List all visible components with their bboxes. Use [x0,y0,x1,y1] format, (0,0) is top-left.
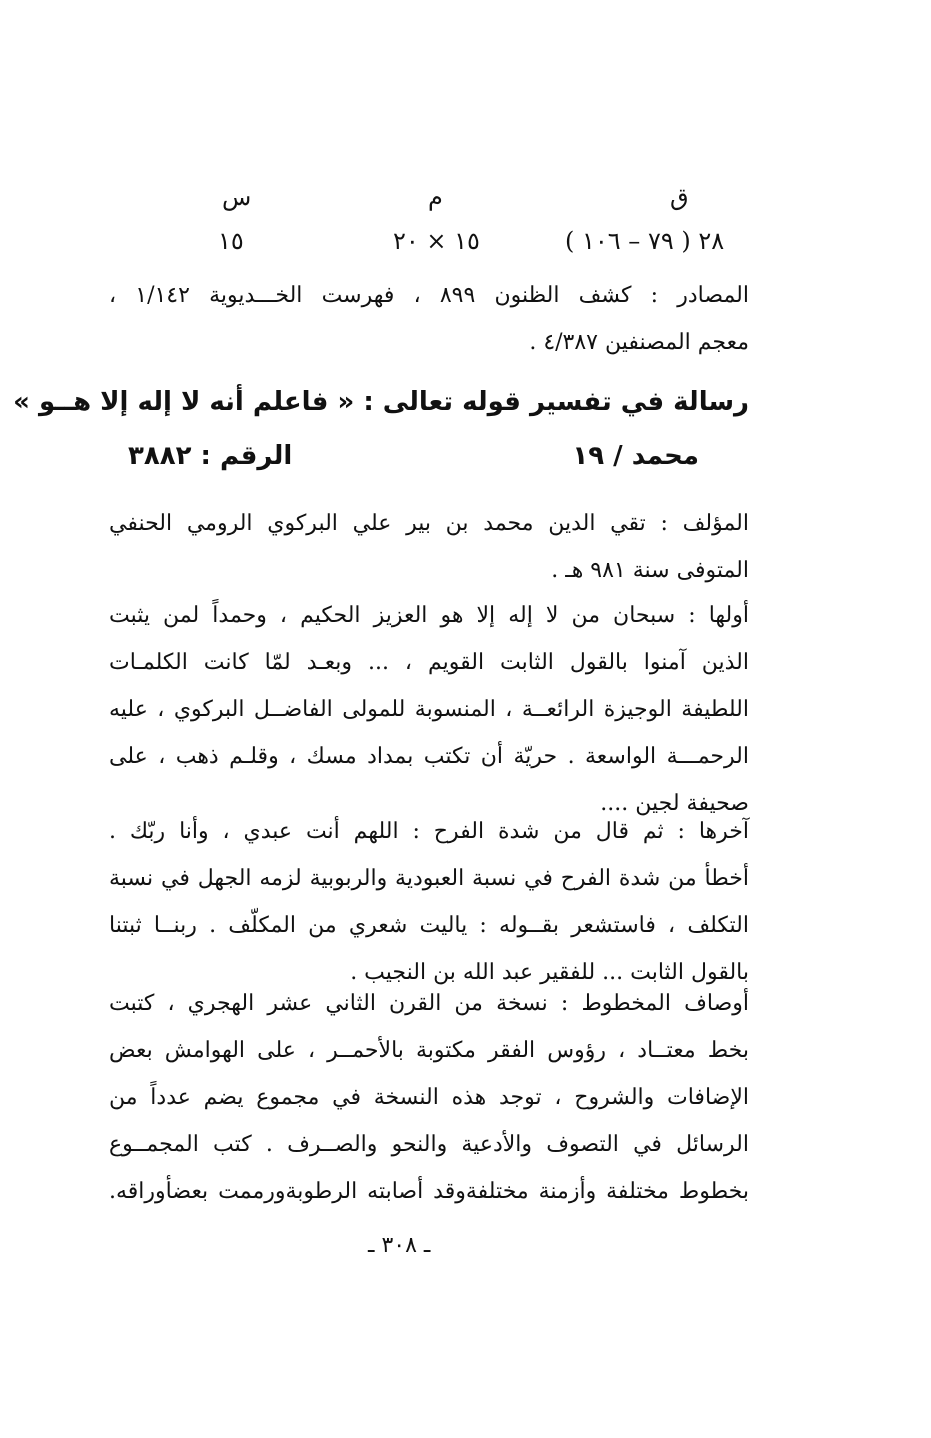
header-value-qaf: ٢٨ ( ٧٩ – ١٠٦ ) [565,227,725,255]
header-value-mim: ١٥ × ٢٠ [393,227,480,255]
author-paragraph [109,500,749,594]
sources-line: المصادر : كشف الظنون ٨٩٩ ، فهرست الخـــديوية ١/١٤٢ ، [109,283,749,308]
description-line: أوصاف المخطوط : نسخة من القرن الثاني عشر الهجري ، كتبت [109,991,749,1016]
explicit-line: التكلف ، فاستشعر بقــوله : ياليت شعري من المكلّف . ربنــا ثبتنا [109,913,749,938]
explicit-line: بالقول الثابت ... للفقير عبد الله بن النجيب . [350,960,749,985]
incipit-line: الرحمـــة الواسعة . حريّة أن تكتب بمداد مسك ، وقلـم ذهب ، على [109,744,749,769]
incipit-line: أولها : سبحان من لا إله إلا هو العزيز الحكيم ، وحمداً لمن يثبت [109,603,749,628]
description-line: بخط معتــاد ، رؤوس الفقر مكتوبة بالأحمــر ، على الهوامش بعض [109,1038,749,1063]
incipit-paragraph [109,592,749,827]
explicit-paragraph [109,808,749,996]
collection-label: محمد / ١٩ [572,441,699,471]
incipit-line: صحيفة لجين .... [600,791,749,816]
incipit-line: الذين آمنوا بالقول الثابت القويم ، ... وبعـد لمّا كانت الكلمـات [109,650,749,675]
explicit-line: آخرها : ثم قال من شدة الفرح : اللهم أنت عبدي ، وأنا ربّك . [109,819,749,844]
header-letter-mim: م [428,183,443,211]
description-line: الرسائل في التصوف والأدعية والنحو والصــرف . كتب المجمــوع [109,1132,749,1157]
page-number: ـ ٣٠٨ ـ [368,1233,431,1258]
author-line: المؤلف : تقي الدين محمد بن بير علي البركوي الرومي الحنفي [109,511,749,536]
header-letter-sin: س [222,183,252,211]
description-line: الإضافات والشروح ، توجد هذه النسخة في مجموع يضم عدداً من [109,1085,749,1110]
catalog-number: الرقم : ٣٨٨٢ [128,441,293,471]
incipit-line: اللطيفة الوجيزة الرائعــة ، المنسوبة للمولى الفاضــل البركوي ، عليه [109,697,749,722]
author-line: المتوفى سنة ٩٨١ هـ . [551,558,749,583]
header-value-sin: ١٥ [218,227,244,255]
description-line: بخطوط مختلفة وأزمنة مختلفةوقد أصابته الرطوبةورممت بعضأوراقه. [109,1179,749,1204]
manuscript-title: رسالة في تفسير قوله تعالى : « فاعلم أنه لا إله إلا هــو » [13,387,749,417]
header-letter-qaf: ق [670,183,689,211]
description-paragraph [109,980,749,1215]
sources-paragraph [109,272,749,366]
sources-line: معجم المصنفين ٤/٣٨٧ . [529,330,749,355]
explicit-line: أخطأ من شدة الفرح في نسبة العبودية والربوبية لزمه الجهل في نسبة [109,866,749,891]
